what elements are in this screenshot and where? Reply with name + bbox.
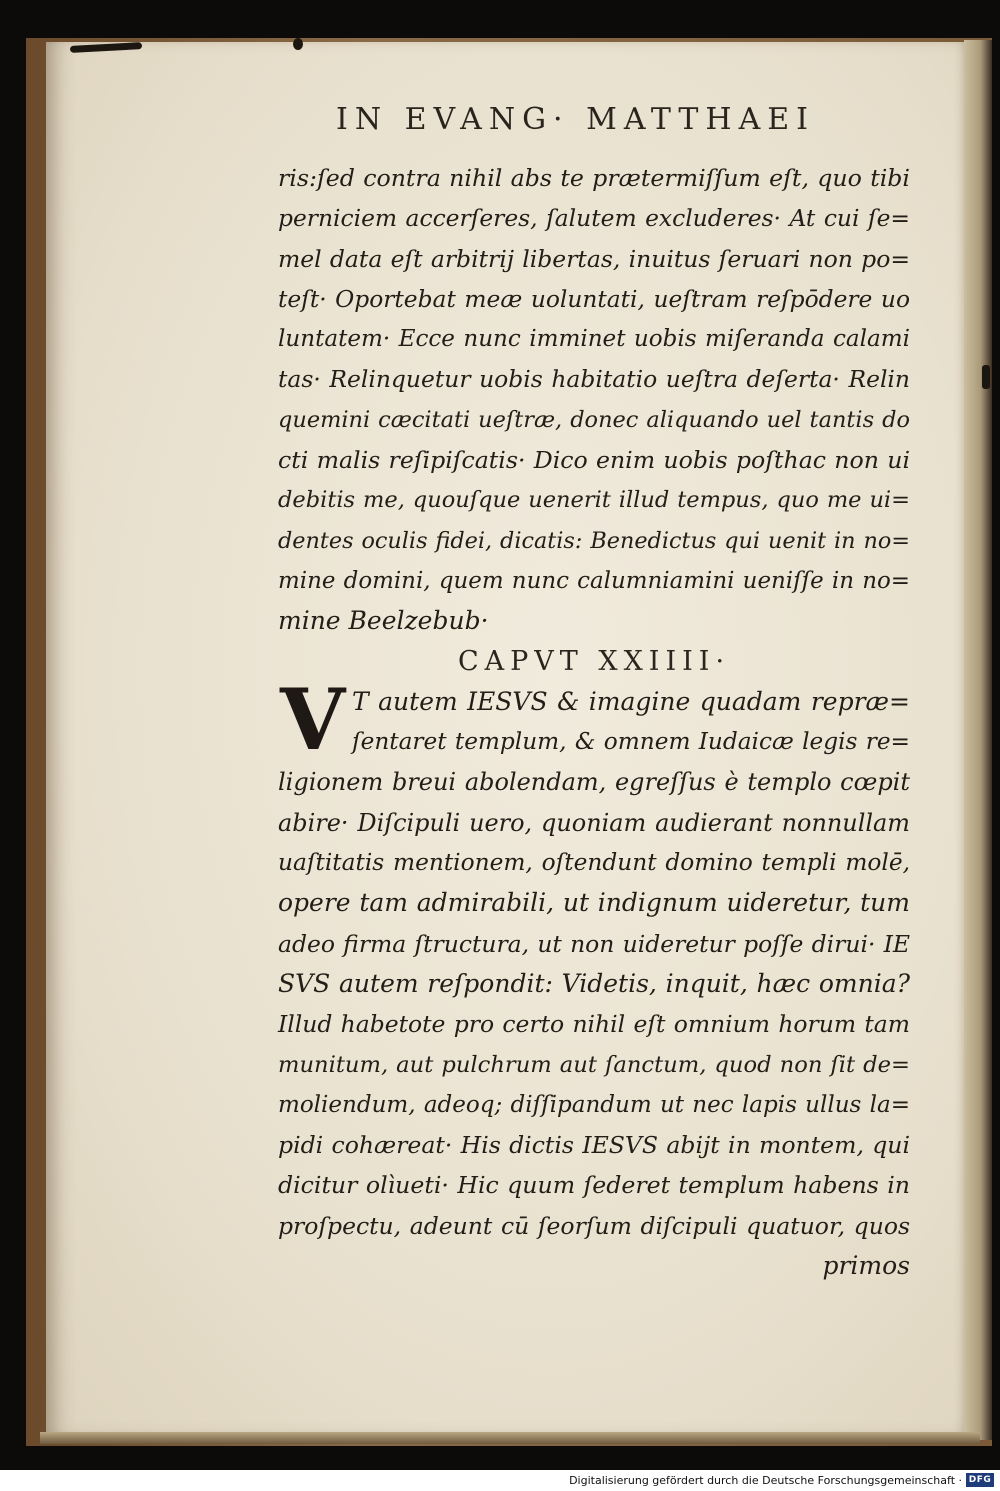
text-line: debitis me, quouſque uenerit illud tempus, quo me ui= (278, 487, 910, 514)
text-line: ris:ſed contra nihil abs te prætermiſſum eſt, quo tibi (278, 164, 910, 192)
text-line: cti malis reſipiſcatis· Dico enim uobis poſthac non ui (278, 446, 910, 475)
dfg-logo-icon: DFG (966, 1473, 994, 1487)
footer-bar (0, 1470, 1000, 1491)
text-line: munitum, aut pulchrum aut ſanctum, quod non ſit de= (278, 1051, 910, 1078)
body-text (278, 158, 910, 1286)
text-line: Illud habetote pro certo nihil eſt omnium horum tam (278, 1010, 910, 1039)
page-fore-edge (964, 40, 992, 1440)
ink-dot-mark (293, 38, 303, 50)
text-line: teſt· Oportebat meæ uoluntati, ueſtram reſpōdere uo (278, 284, 910, 313)
text-line: luntatem· Ecce nunc imminet uobis miſeranda calami (278, 326, 910, 353)
text-line: dentes oculis fidei, dicatis: Benedictus qui uenit in no= (278, 527, 910, 554)
text-line: perniciem accerſeres, ſalutem excluderes· At cui ſe= (278, 204, 910, 233)
running-head: IN EVANG· MATTHAEI (336, 102, 816, 137)
text-line: quemini cæcitati ueſtræ, donec aliquando uel tantis do (278, 406, 910, 433)
ink-edge-mark (982, 365, 990, 389)
text-line: adeo firma ſtructura, ut non uideretur poſſe dirui· IE (278, 929, 910, 958)
text-line: mel data eſt arbitrij libertas, inuitus ſeruari non po= (278, 244, 910, 273)
text-line: abire· Diſcipuli uero, quoniam audierant nonnullam (278, 808, 910, 837)
funding-credit: Digitalisierung gefördert durch die Deutsche Forschungsgemeinschaft · (569, 1474, 962, 1487)
text-line: tas· Relinquetur uobis habitatio ueſtra deſerta· Relin (278, 365, 910, 394)
text-line: dicitur olìueti· Hic quum ſederet templum habens in (278, 1171, 910, 1200)
text-line-initial: ſentaret templum, & omnem Iudaicæ legis re= (352, 728, 910, 756)
text-line: ligionem breui abolendam, egreſſus è templo cœpit (278, 768, 910, 797)
drop-cap-initial: V (280, 670, 346, 769)
catchword: primos (822, 1251, 910, 1281)
text-line: uaſtitatis mentionem, oſtendunt domino templi molē, (278, 849, 910, 877)
text-line: mine Beelzebub· (278, 606, 489, 636)
text-line: mine domini, quem nunc calumniamini ueniſſe in no= (278, 567, 910, 594)
text-line: pidi cohæreat· His dictis IESVS abijt in montem, qui (278, 1131, 910, 1160)
text-line: SVS autem reſpondit: Videtis, inquit, hæc omnia? (278, 968, 910, 998)
text-line-initial: T autem IESVS & imagine quadam repræ= (352, 686, 910, 716)
text-line: proſpectu, adeunt cū ſeorſum diſcipuli quatuor, quos (278, 1211, 910, 1240)
text-line: moliendum, adeoq; diſſipandum ut nec lapis ullus la= (278, 1091, 910, 1118)
page-bottom-edge (40, 1432, 980, 1444)
text-line: opere tam admirabili, ut indignum uideretur, tum (278, 888, 910, 918)
chapter-heading: CAPVT XXIIII· (457, 645, 731, 677)
